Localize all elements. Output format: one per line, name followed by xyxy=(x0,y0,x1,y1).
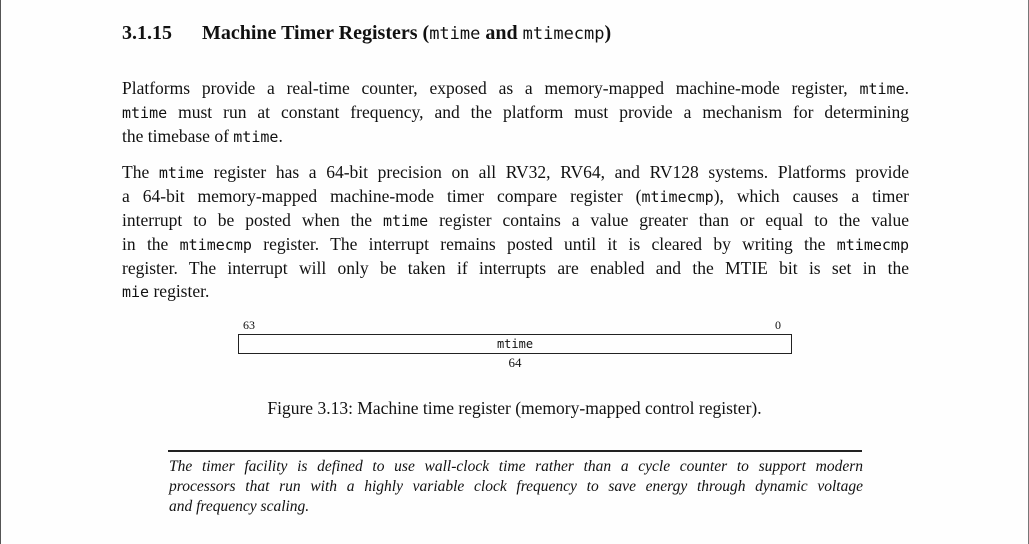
register-field-width: 64 xyxy=(508,355,522,370)
text-run: register. The interrupt remains posted until it is cleared by writing the xyxy=(251,234,837,254)
page-left-border xyxy=(0,0,1,544)
text-run: . xyxy=(904,78,909,98)
paragraph-mtime-precision xyxy=(122,161,909,304)
commentary-note xyxy=(169,457,863,517)
text-run: in the xyxy=(122,234,180,254)
text-run: register. The interrupt will only be taken if interrupts are enabled and the MTIE bit is set in the xyxy=(122,258,909,278)
text-line xyxy=(122,209,909,233)
inline-code: mtimecmp xyxy=(179,236,252,254)
text-run: register contains a value greater than or equal to the value xyxy=(428,210,909,230)
inline-code: mtimecmp xyxy=(836,236,909,254)
inline-code: mtime xyxy=(158,164,205,182)
text-run: Platforms provide a real-time counter, exposed as a memory-mapped machine-mode register, xyxy=(122,78,860,98)
section-title-code: mtime xyxy=(429,24,481,44)
section-number: 3.1.15 xyxy=(122,22,172,44)
section-title-part: Machine Timer Registers ( xyxy=(202,22,430,44)
section-title-part: ) xyxy=(604,22,612,44)
inline-code: mtime xyxy=(383,212,429,230)
inline-code: mtimecmp xyxy=(641,188,714,206)
text-run: a 64-bit memory-mapped machine-mode timer compare register ( xyxy=(122,186,642,206)
inline-code: mtime xyxy=(233,128,279,146)
text-run: register has a 64-bit precision on all RV32, RV64, and RV128 systems. Platforms provide xyxy=(204,162,909,182)
figure-caption: Figure 3.13: Machine time register (memory-mapped control register). xyxy=(267,398,762,418)
text-run: The xyxy=(122,162,159,182)
text-run: must run at constant frequency, and the platform must provide a mechanism for determining xyxy=(167,102,909,122)
register-msb-label: 63 xyxy=(243,318,255,332)
text-line xyxy=(122,257,909,280)
text-run: ), which causes a timer xyxy=(713,186,909,206)
section-title-code: mtimecmp xyxy=(522,24,605,44)
text-line xyxy=(122,185,909,209)
inline-code: mie xyxy=(122,283,150,301)
register-field-box xyxy=(238,334,792,354)
text-run: . xyxy=(278,126,283,146)
text-run: register. xyxy=(149,281,210,301)
note-divider xyxy=(168,450,862,452)
text-line xyxy=(122,77,909,101)
text-line xyxy=(122,280,909,304)
inline-code: mtime xyxy=(859,80,905,98)
paragraph-platform-counter xyxy=(122,77,909,149)
note-line: The timer facility is defined to use wall-clock time rather than a cycle counter to support modern xyxy=(169,458,863,475)
inline-code: mtime xyxy=(122,104,168,122)
text-line xyxy=(122,161,909,185)
section-title-part: and xyxy=(480,22,523,44)
text-line xyxy=(122,125,909,149)
register-lsb-label: 0 xyxy=(775,318,781,332)
note-line: and frequency scaling. xyxy=(169,498,310,515)
text-line xyxy=(122,101,909,125)
register-field-name: mtime xyxy=(496,337,534,351)
section-heading xyxy=(122,22,611,45)
note-line: processors that run with a highly variable clock frequency to save energy through dynamic voltage xyxy=(169,478,863,495)
text-run: the timebase of xyxy=(122,126,234,146)
text-line xyxy=(122,233,909,257)
text-run: interrupt to be posted when the xyxy=(122,210,383,230)
